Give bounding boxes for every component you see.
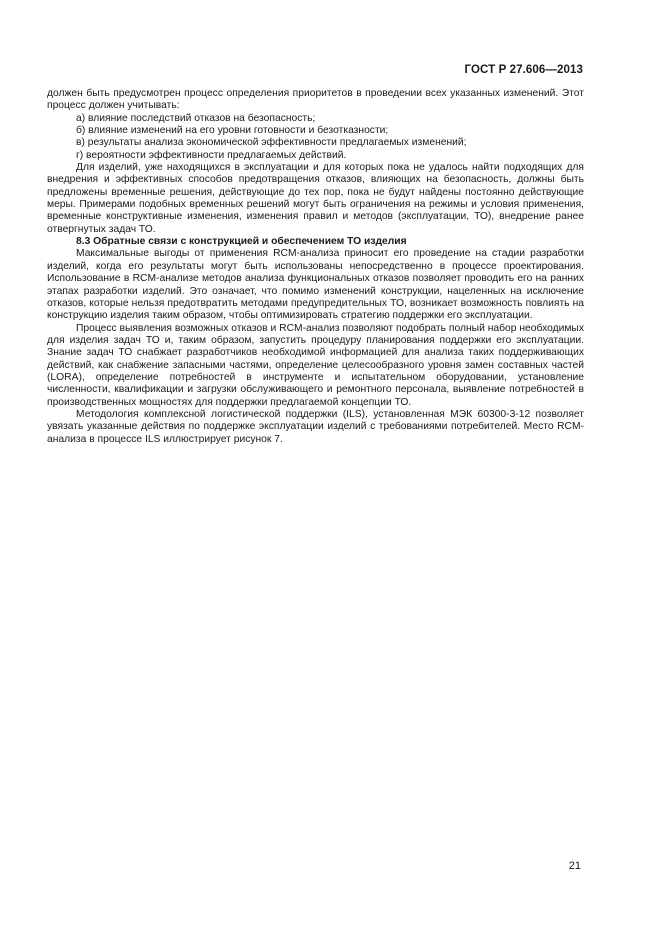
paragraph-ils: Методология комплексной логистической поддержки (ILS), установленная МЭК 60300-3-12 позволяет увязать указанные действия по поддержке эксплуатации изделий с требованиями потребителей. Место RCM-анализа в процессе ILS иллюстрирует рисунок 7. <box>47 408 584 445</box>
list-item-b: б) влияние изменений на его уровни готовности и безотказности; <box>76 125 389 137</box>
list-item-a: а) влияние последствий отказов на безопасность; <box>76 112 316 124</box>
paragraph-intro: должен быть предусмотрен процесс определения приоритетов в проведении всех указанных изменений. Этот процесс должен учитывать: <box>47 88 584 112</box>
paragraph-failure-process: Процесс выявления возможных отказов и RCM-анализ позволяют подобрать полный набор необходимых для изделия задач ТО и, таким образом, запустить процедуру планирования поддержки его эксплуатации. Знание задач ТО снабжает разработчиков необходимой информацией для анализа таких поддерживающих действий, как снабжение запасными частями, определение целесообразного уровня замен составных частей (LORA), определение потребностей в инструменте и испытательном оборудовании, установление численности, квалификации и загрузки обслуживающего и ремонтного персонала, выявление потребностей в производственных мощностях для поддержки предлагаемой концепции ТО. <box>47 322 584 408</box>
paragraph-max-benefits: Максимальные выгоды от применения RCM-анализа приносит его проведение на стадии разработки изделий, когда его результаты могут быть использованы непосредственно в процессе проектирования. Использование в RCM-анализе методов анализа функциональных отказов позволяет проводить его на ранних этапах разработки изделий. Это означает, что помимо изменений конструкции, нацеленных на исключение отказов, которые нельзя предотвратить методами предупредительных ТО, возникает возможность повлиять на конструкцию изделия таким образом, чтобы оптимизировать стратегию поддержки его эксплуатации. <box>47 248 584 322</box>
document-code-header: ГОСТ Р 27.606—2013 <box>464 64 583 76</box>
page-number: 21 <box>568 860 581 872</box>
section-heading-8-3: 8.3 Обратные связи с конструкцией и обеспечением ТО изделия <box>76 236 407 248</box>
list-item-c: в) результаты анализа экономической эффективности предлагаемых изменений; <box>76 137 467 149</box>
list-item-d: г) вероятности эффективности предлагаемых действий. <box>76 149 347 161</box>
document-body <box>47 88 584 446</box>
paragraph-existing-products: Для изделий, уже находящихся в эксплуатации и для которых пока не удалось найти подходящих для внедрения и эффективных способов предотвращения отказов, влияющих на безопасность, должны быть предложены временные решения, действующие до тех пор, пока не будут найдены постоянно действующие меры. Примерами подобных временных решений могут быть ограничения на режимы и условия применения, временные конструктивные изменения, изменения правил и методов (эксплуатации, ТО), внедрение ранее отвергнутых задач ТО. <box>47 162 584 235</box>
